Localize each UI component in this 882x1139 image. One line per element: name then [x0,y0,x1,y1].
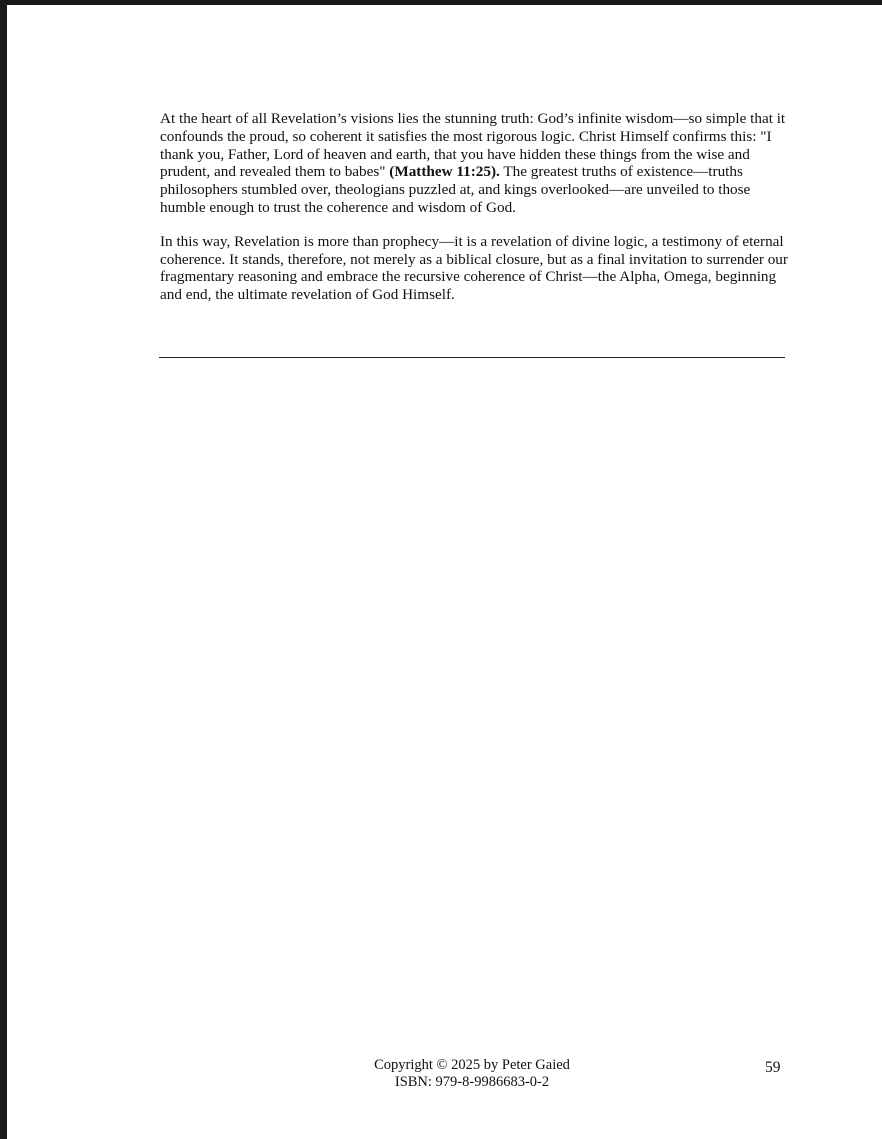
copyright-notice: Copyright © 2025 by Peter Gaied [374,1057,570,1073]
paragraph-1 [160,110,790,217]
footer-info [307,1057,637,1091]
paragraph-1-text: At the heart of all Revelation’s visions lies the stunning truth: God’s infinite wisdom—so simple that it confounds the proud, so coherent it satisfies the most rigorous logic. Christ Himself confirms this: "I thank you, Father, Lord of heaven and earth, that you have hidden these things from the wise and prudent, and revealed them to babes" [160,110,786,181]
body-text [160,110,790,320]
document-page [7,5,882,1139]
paragraph-2 [160,233,790,304]
paragraph-1-text-continued: The greatest truths of existence—truths philosophers stumbled over, theologians puzzled at, and kings overlooked—are unveiled to those humble enough to trust the coherence and wisdom of God. [160,163,751,216]
scripture-reference: (Matthew 11:25). [389,163,500,181]
isbn: ISBN: 979-8-9986683-0-2 [394,1074,550,1090]
page-number: 59 [765,1059,781,1076]
section-divider [159,357,785,358]
paragraph-2-text: In this way, Revelation is more than prophecy—it is a revelation of divine logic, a testimony of eternal coherence. It stands, therefore, not merely as a biblical closure, but as a final invitation to surrender our fragmentary reasoning and embrace the recursive coherence of Christ—the Alpha, Omega, beginning and end, the ultimate revelation of God Himself. [160,232,788,304]
